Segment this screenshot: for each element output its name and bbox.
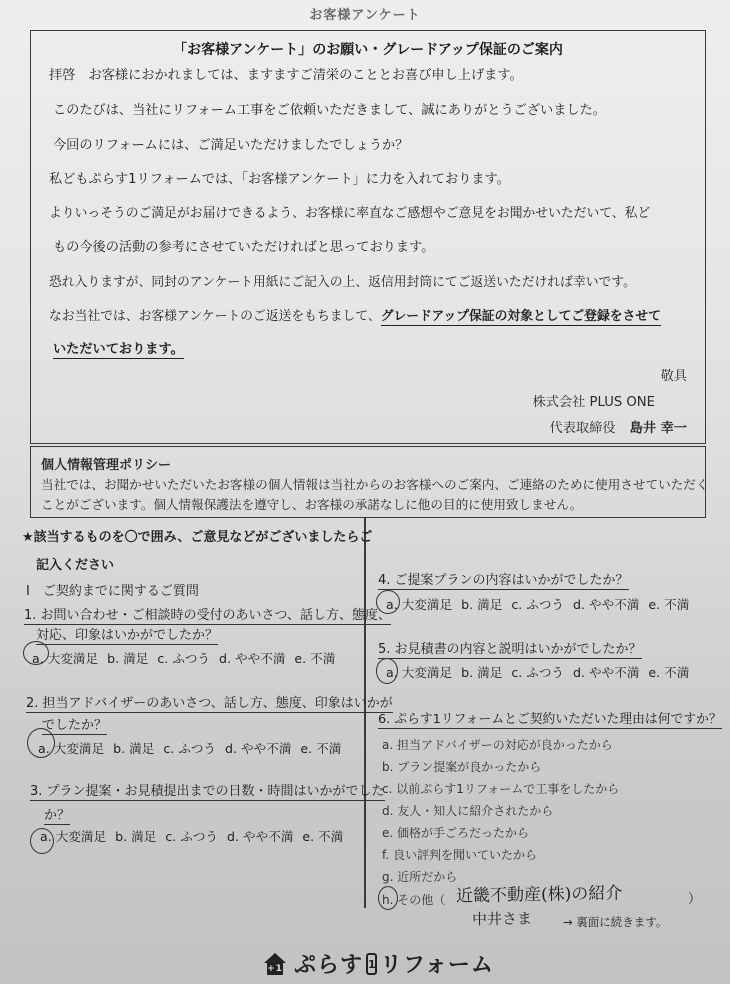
signer-title: 代表取締役: [549, 421, 616, 436]
selected-circle-q6: [378, 886, 398, 910]
question-2: 2. 担当アドバイザーのあいさつ、話し方、態度、印象はいかが: [26, 692, 393, 713]
reason-f[interactable]: f. 良い評判を聞いていたから: [382, 848, 537, 862]
guarantee-text: なお当社では、お客様アンケートのご返送をもちまして、: [49, 309, 381, 324]
reason-b[interactable]: b. プラン提案が良かったから: [382, 760, 542, 774]
selected-circle-q4: [376, 590, 400, 614]
house-logo-icon: [262, 951, 288, 977]
company-name: 株式会社 PLUS ONE: [532, 395, 655, 410]
question-1: 1. お問い合わせ・ご相談時の受付のあいさつ、話し方、態度、: [24, 604, 391, 625]
option-c[interactable]: c. ふつう: [511, 597, 565, 612]
policy-line: 当社では、お聞かせいただいたお客様の個人情報は当社からのお客様へのご案内、ご連絡のために使用させていただく: [41, 477, 709, 492]
policy-line: ことがございます。個人情報保護法を遵守し、お客様の承諾なしに他の目的に使用致しません。: [41, 497, 583, 512]
option-e[interactable]: e. 不満: [648, 665, 690, 680]
reason-g[interactable]: g. 近所だから: [382, 870, 458, 884]
logo-one-mark: 1: [366, 953, 377, 975]
survey-instruction: ★該当するものを〇で囲み、ご意見などがございましたらご: [22, 530, 373, 545]
selected-circle-q2: [27, 728, 55, 758]
option-e[interactable]: e. 不満: [300, 741, 342, 756]
option-c[interactable]: c. ふつう: [163, 741, 217, 756]
question-5: 5. お見積書の内容と説明はいかがでしたか？: [378, 638, 642, 659]
letter-line-guarantee-end: [53, 338, 184, 357]
letter-line: もの今後の活動の参考にさせていただければと思っております。: [53, 240, 435, 255]
letter-line: よりいっそうのご満足がお届けできるよう、お客様に率直なご感想やご意見をお聞かせいただいて、私ど: [49, 206, 651, 221]
letter-title: 「お客様アンケート」のお願い・グレードアップ保証のご案内: [173, 42, 563, 58]
option-e[interactable]: e. 不満: [648, 597, 690, 612]
option-a[interactable]: a. 大変満足: [32, 651, 99, 666]
option-c[interactable]: c. ふつう: [511, 665, 565, 680]
letter-line: 拝啓 お客様におかれましては、ますますご清栄のこととお喜び申し上げます。: [49, 68, 523, 83]
option-c[interactable]: c. ふつう: [165, 829, 219, 844]
reason-d[interactable]: d. 友人・知人に紹介されたから: [382, 804, 554, 818]
other-close-paren: ）: [688, 892, 702, 907]
letter-line-guarantee: [49, 305, 661, 324]
letter-line: このたびは、当社にリフォーム工事をご依頼いただきまして、誠にありがとうございました。: [53, 103, 606, 118]
signer: [550, 417, 687, 436]
selected-circle-q1: [23, 641, 49, 665]
selected-circle-q3: [30, 828, 54, 854]
selected-circle-q5: [376, 658, 398, 684]
question-2-cont: でしたか？: [42, 714, 107, 735]
footer-logo: [262, 948, 494, 979]
letter-line: 私どもぷらす1リフォームでは、「お客様アンケート」に力を入れております。: [49, 172, 510, 187]
option-b[interactable]: b. 満足: [461, 665, 503, 680]
handwritten-referrer[interactable]: 中井さま: [471, 909, 533, 929]
logo-text-reform: リフォーム: [380, 953, 494, 978]
reason-e[interactable]: e. 価格が手ごろだったから: [382, 826, 530, 840]
option-d[interactable]: d. やや不満: [227, 829, 294, 844]
option-d[interactable]: d. やや不満: [573, 665, 640, 680]
letter-line: 恐れ入りますが、同封のアンケート用紙にご記入の上、返信用封筒にてご返送いただければ幸いです。: [49, 275, 636, 290]
guarantee-underlined-end: いただいております。: [53, 342, 184, 357]
option-a[interactable]: a. 大変満足: [386, 597, 453, 612]
question-1-cont: 対応、印象はいかがでしたか？: [36, 624, 218, 645]
privacy-policy-box: [30, 446, 709, 518]
letter-line: 今回のリフォームには、ご満足いただけましたでしょうか？: [53, 138, 409, 153]
logo-text-plus: ぷらす: [294, 953, 364, 978]
reason-c[interactable]: c. 以前ぷらす1リフォームで工事をしたから: [382, 782, 620, 796]
option-b[interactable]: b. 満足: [107, 651, 149, 666]
svg-text:+1: +1: [267, 963, 283, 974]
policy-title: 個人情報管理ポリシー: [41, 458, 172, 473]
question-5-options[interactable]: [386, 662, 698, 681]
column-divider: [364, 518, 366, 908]
question-3-cont: か？: [44, 804, 70, 825]
option-c[interactable]: c. ふつう: [157, 651, 211, 666]
question-4: 4. ご提案プランの内容はいかがでしたか？: [378, 569, 629, 590]
page-header: お客様アンケート: [309, 8, 421, 23]
question-3-options[interactable]: [40, 826, 352, 845]
letter-box: [30, 30, 706, 444]
handwritten-other-reason[interactable]: 近畿不動産(株)の紹介: [455, 883, 623, 907]
question-2-options[interactable]: [38, 738, 350, 757]
guarantee-underlined: グレードアップ保証の対象としてご登録をさせて: [380, 309, 661, 324]
question-3: 3. プラン提案・お見積提出までの日数・時間はいかがでした: [30, 780, 385, 801]
option-a[interactable]: a. 大変満足: [40, 829, 107, 844]
question-6: 6. ぷらす1リフォームとご契約いただいた理由は何ですか？: [378, 708, 722, 729]
option-e[interactable]: e. 不満: [302, 829, 344, 844]
section-title: Ⅰ ご契約までに関するご質問: [26, 584, 199, 599]
question-1-options[interactable]: [32, 648, 344, 667]
reason-a[interactable]: a. 担当アドバイザーの対応が良かったから: [382, 738, 613, 752]
option-d[interactable]: d. やや不満: [573, 597, 640, 612]
option-b[interactable]: b. 満足: [115, 829, 157, 844]
option-a[interactable]: a. 大変満足: [38, 741, 105, 756]
closing-keigu: 敬具: [660, 369, 687, 384]
continue-note: → 裏面に続きます。: [563, 915, 668, 929]
option-b[interactable]: b. 満足: [113, 741, 155, 756]
question-4-options[interactable]: [386, 594, 698, 613]
option-d[interactable]: d. やや不満: [219, 651, 286, 666]
survey-instruction-cont: 記入ください: [36, 558, 115, 573]
reason-h-other[interactable]: h. その他（: [382, 893, 446, 907]
option-a[interactable]: a. 大変満足: [386, 665, 453, 680]
option-b[interactable]: b. 満足: [461, 597, 503, 612]
option-d[interactable]: d. やや不満: [225, 741, 292, 756]
signer-name: 島井 幸一: [629, 421, 687, 436]
option-e[interactable]: e. 不満: [294, 651, 336, 666]
